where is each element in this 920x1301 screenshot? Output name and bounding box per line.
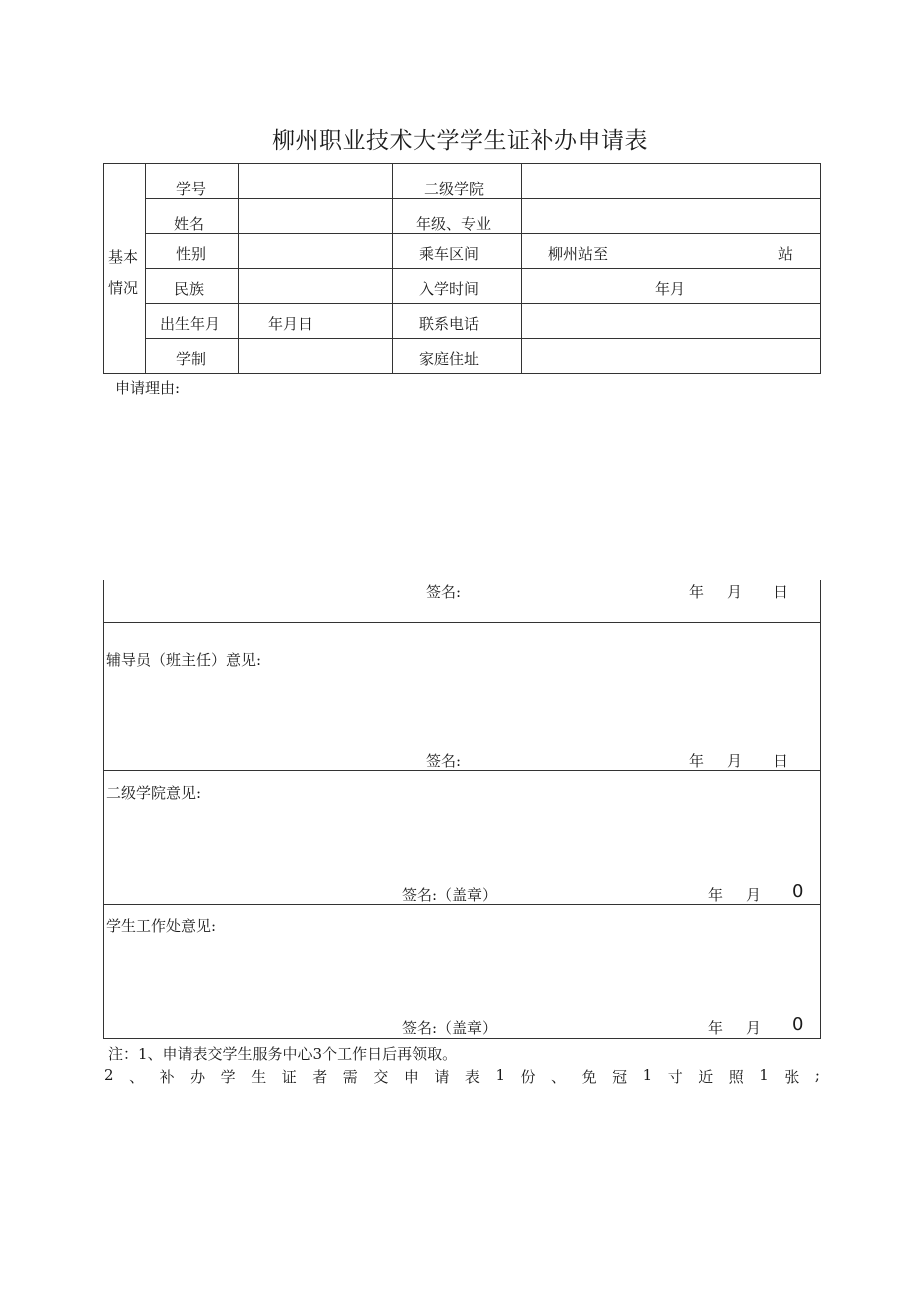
address-field[interactable]	[523, 340, 819, 372]
reason-sign-label: 签名:	[426, 583, 462, 601]
name-field[interactable]	[240, 200, 390, 232]
section-label-situation: 情况	[108, 279, 139, 297]
note-2-char: 者	[312, 1068, 328, 1086]
affairs-day: 0	[792, 1014, 804, 1035]
ethnicity-label: 民族	[174, 280, 205, 298]
reason-month: 月	[727, 583, 743, 601]
ride-section-to: 站	[778, 245, 794, 263]
college-year: 年	[708, 886, 724, 904]
page-title: 柳州职业技术大学学生证补办申请表	[272, 128, 648, 154]
enroll-time-label: 入学时间	[419, 280, 480, 298]
note-2-char: 张	[784, 1068, 800, 1086]
birth-label: 出生年月	[160, 315, 221, 333]
grade-major-field[interactable]	[523, 200, 819, 232]
ride-section-label: 乘车区间	[419, 245, 480, 263]
phone-field[interactable]	[523, 305, 819, 337]
note-2-char: 1	[759, 1066, 769, 1084]
student-id-label: 学号	[176, 180, 207, 198]
note-2-char: 近	[698, 1068, 714, 1086]
reason-year: 年	[689, 583, 705, 601]
note-2-char: 寸	[667, 1068, 683, 1086]
college-label: 二级学院	[424, 180, 485, 198]
ethnicity-field[interactable]	[240, 270, 390, 302]
duration-label: 学制	[176, 350, 207, 368]
note-2-char: 1	[495, 1066, 505, 1084]
note-2-char: 证	[281, 1068, 297, 1086]
college-opinion-label: 二级学院意见:	[106, 784, 202, 802]
gender-label: 性别	[176, 245, 207, 263]
student-id-field[interactable]	[240, 165, 390, 197]
phone-label: 联系电话	[419, 315, 480, 333]
affairs-month: 月	[746, 1019, 762, 1037]
note-2-char: 生	[251, 1068, 267, 1086]
reason-day: 日	[773, 583, 789, 601]
college-field[interactable]	[523, 165, 819, 197]
note-2-char: 2	[104, 1066, 114, 1084]
note-2-char: 份	[520, 1068, 536, 1086]
note-2-char: 请	[434, 1068, 450, 1086]
note-2-char: 冠	[612, 1068, 628, 1086]
note-2-char: 、	[129, 1068, 145, 1086]
college-day: 0	[792, 881, 804, 902]
duration-field[interactable]	[240, 340, 390, 372]
gender-field[interactable]	[240, 235, 390, 267]
section-label-basic: 基本	[108, 248, 139, 266]
counselor-sign-label: 签名:	[426, 752, 462, 770]
affairs-sign-label: 签名:（盖章）	[402, 1019, 498, 1037]
counselor-year: 年	[689, 752, 705, 770]
affairs-opinion-label: 学生工作处意见:	[106, 917, 217, 935]
note-2-char: 免	[581, 1068, 597, 1086]
counselor-opinion-label: 辅导员（班主任）意见:	[106, 651, 262, 669]
counselor-day: 日	[773, 752, 789, 770]
note-2-char: ;	[814, 1066, 820, 1084]
reason-label: 申请理由:	[115, 379, 181, 397]
note-2-char: 申	[403, 1068, 419, 1086]
note-2-char: 补	[159, 1068, 175, 1086]
ride-section-from: 柳州站至	[548, 245, 609, 263]
enroll-time-value: 年月	[655, 280, 686, 298]
note-2-char: 表	[464, 1068, 480, 1086]
note-2-char: 办	[190, 1068, 206, 1086]
note-2-char: 、	[551, 1068, 567, 1086]
college-sign-label: 签名:（盖章）	[402, 886, 498, 904]
note-2-char: 需	[342, 1068, 358, 1086]
affairs-year: 年	[708, 1019, 724, 1037]
note-2	[104, 1066, 820, 1087]
note-2-char: 学	[220, 1068, 236, 1086]
note-2-char: 照	[728, 1068, 744, 1086]
note-2-char: 1	[642, 1066, 653, 1084]
note-2-char: 交	[373, 1068, 389, 1086]
name-label: 姓名	[174, 215, 205, 233]
birth-value: 年月日	[268, 315, 314, 333]
college-month: 月	[746, 886, 762, 904]
counselor-month: 月	[727, 752, 743, 770]
address-label: 家庭住址	[419, 350, 480, 368]
grade-major-label: 年级、专业	[416, 215, 492, 233]
note-1: 注：1、申请表交学生服务中心3个工作日后再领取。	[108, 1045, 458, 1063]
